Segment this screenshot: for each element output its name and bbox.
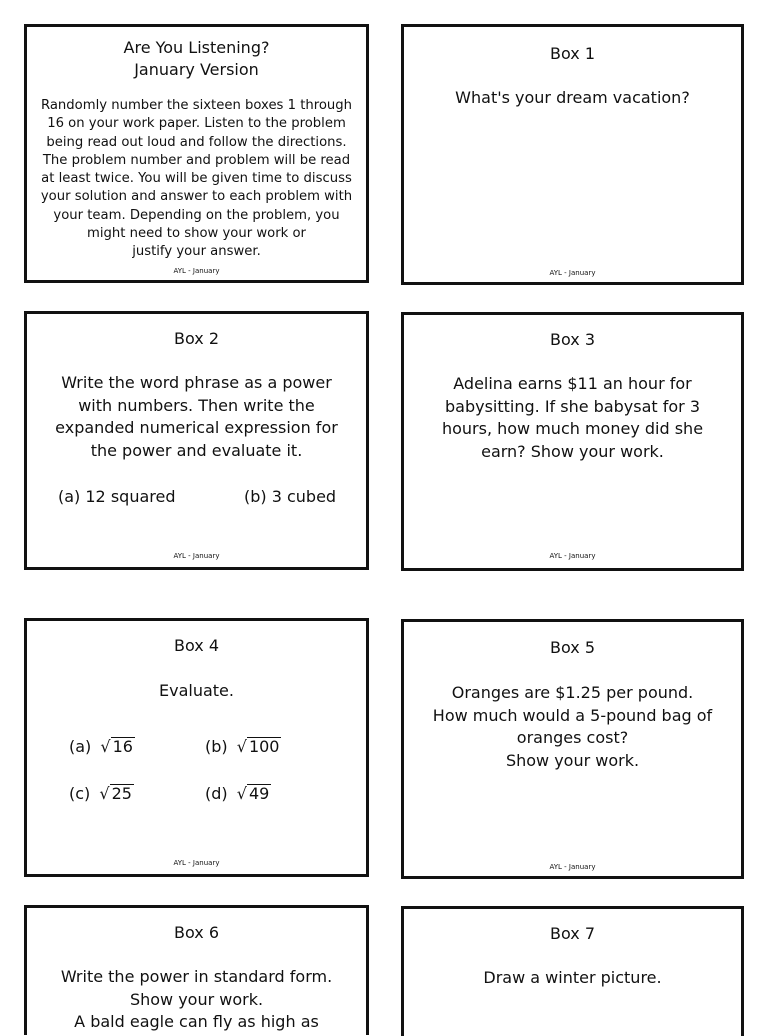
- box-4-part-b: [205, 736, 281, 758]
- box-4-part-a: [69, 736, 135, 758]
- box-6-line-2: Show your work.: [129, 989, 264, 1009]
- intro-line-5: at least twice. You will be given time to discuss: [41, 171, 352, 187]
- intro-footer: AYL - January: [173, 267, 220, 275]
- box-2-title: Box 2: [173, 329, 219, 348]
- box-6-card: [24, 905, 369, 1035]
- box-1-card: [401, 24, 744, 285]
- box-2-footer: AYL - January: [173, 552, 220, 560]
- box-6-line-1: Write the power in standard form.: [60, 967, 333, 986]
- intro-instructions: [29, 97, 364, 262]
- radical-icon: √: [236, 784, 247, 803]
- box-4-footer: AYL - January: [173, 859, 220, 867]
- box-2-part-a: (a) 12 squared: [58, 487, 176, 506]
- box-5-body: [410, 682, 735, 772]
- box-4-part-a-label: (a): [69, 737, 92, 756]
- intro-title: [27, 37, 366, 81]
- box-5-line-1: Oranges are $1.25 per pound.: [451, 683, 694, 702]
- box-1-title: Box 1: [549, 44, 595, 63]
- intro-line-8: might need to show your work or: [87, 226, 306, 242]
- box-4-part-c: [69, 783, 134, 805]
- intro-line-2: 16 on your work paper. Listen to the problem: [47, 116, 346, 132]
- box-5-footer: AYL - January: [549, 863, 596, 871]
- radical-icon: √: [100, 737, 111, 756]
- intro-line-4: The problem number and problem will be read: [42, 152, 351, 168]
- box-5-line-3: oranges cost?: [516, 728, 629, 747]
- intro-title-line-1: Are You Listening?: [123, 38, 270, 57]
- box-2-line-4: the power and evaluate it.: [90, 440, 303, 460]
- box-4-part-a-value: 16: [112, 737, 133, 756]
- box-4-instruction: Evaluate.: [159, 681, 234, 700]
- box-3-line-3: hours, how much money did she: [441, 419, 704, 438]
- box-7-line-1: Draw a winter picture.: [483, 968, 662, 987]
- box-4-title: Box 4: [173, 636, 219, 655]
- box-4-part-d-value: 49: [248, 784, 270, 803]
- radical-icon: √: [99, 784, 110, 803]
- box-5-card: [401, 619, 744, 879]
- intro-line-1: Randomly number the sixteen boxes 1 through: [40, 98, 353, 113]
- box-4-part-c-label: (c): [69, 784, 91, 803]
- box-4-part-d-label: (d): [205, 784, 228, 803]
- intro-title-line-2: January Version: [134, 60, 259, 79]
- box-3-line-1: Adelina earns $11 an hour for: [453, 374, 692, 393]
- box-5-line-2: How much would a 5-pound bag of: [432, 705, 713, 725]
- box-4-part-c-radical: [99, 783, 134, 805]
- box-4-part-b-value: 100: [248, 737, 280, 756]
- intro-card: [24, 24, 369, 283]
- box-5-title: Box 5: [549, 638, 595, 657]
- box-3-card: [401, 312, 744, 571]
- box-5-line-4: Show your work.: [505, 750, 640, 770]
- box-1-line-1: What's your dream vacation?: [455, 88, 690, 107]
- intro-line-9: justify your answer.: [132, 244, 261, 260]
- box-4-part-b-label: (b): [205, 737, 228, 756]
- box-4-part-c-value: 25: [111, 784, 132, 803]
- box-7-card: [401, 906, 744, 1036]
- intro-line-3: being read out loud and follow the directions.: [46, 134, 347, 150]
- box-2-line-2: with numbers. Then write the: [78, 395, 315, 415]
- box-7-title: Box 7: [549, 924, 595, 943]
- box-6-title: Box 6: [173, 923, 219, 942]
- box-2-line-1: Write the word phrase as a power: [61, 373, 332, 392]
- box-4-card: [24, 618, 369, 877]
- box-3-line-2: babysitting. If she babysat for 3: [444, 396, 701, 416]
- box-6-body: [33, 966, 360, 1034]
- intro-line-6: your solution and answer to each problem with: [40, 189, 353, 205]
- box-4-part-b-radical: [237, 736, 282, 758]
- box-4-part-d: [205, 783, 271, 805]
- box-7-body: [410, 967, 735, 990]
- box-2-line-3: expanded numerical expression for: [55, 418, 338, 437]
- box-3-line-4: earn? Show your work.: [481, 441, 664, 461]
- box-6-line-3: A bald eagle can fly as high as: [74, 1012, 319, 1031]
- box-3-body: [410, 373, 735, 463]
- box-2-body: [33, 372, 360, 462]
- box-2-card: [24, 311, 369, 570]
- intro-line-7: your team. Depending on the problem, you: [53, 207, 340, 223]
- box-1-footer: AYL - January: [549, 269, 596, 277]
- box-4-part-d-radical: [237, 783, 272, 805]
- box-1-body: [410, 87, 735, 110]
- box-3-title: Box 3: [549, 330, 595, 349]
- radical-icon: √: [236, 737, 247, 756]
- box-4-part-a-radical: [100, 736, 135, 758]
- box-2-part-b: (b) 3 cubed: [244, 487, 337, 506]
- box-3-footer: AYL - January: [549, 552, 596, 560]
